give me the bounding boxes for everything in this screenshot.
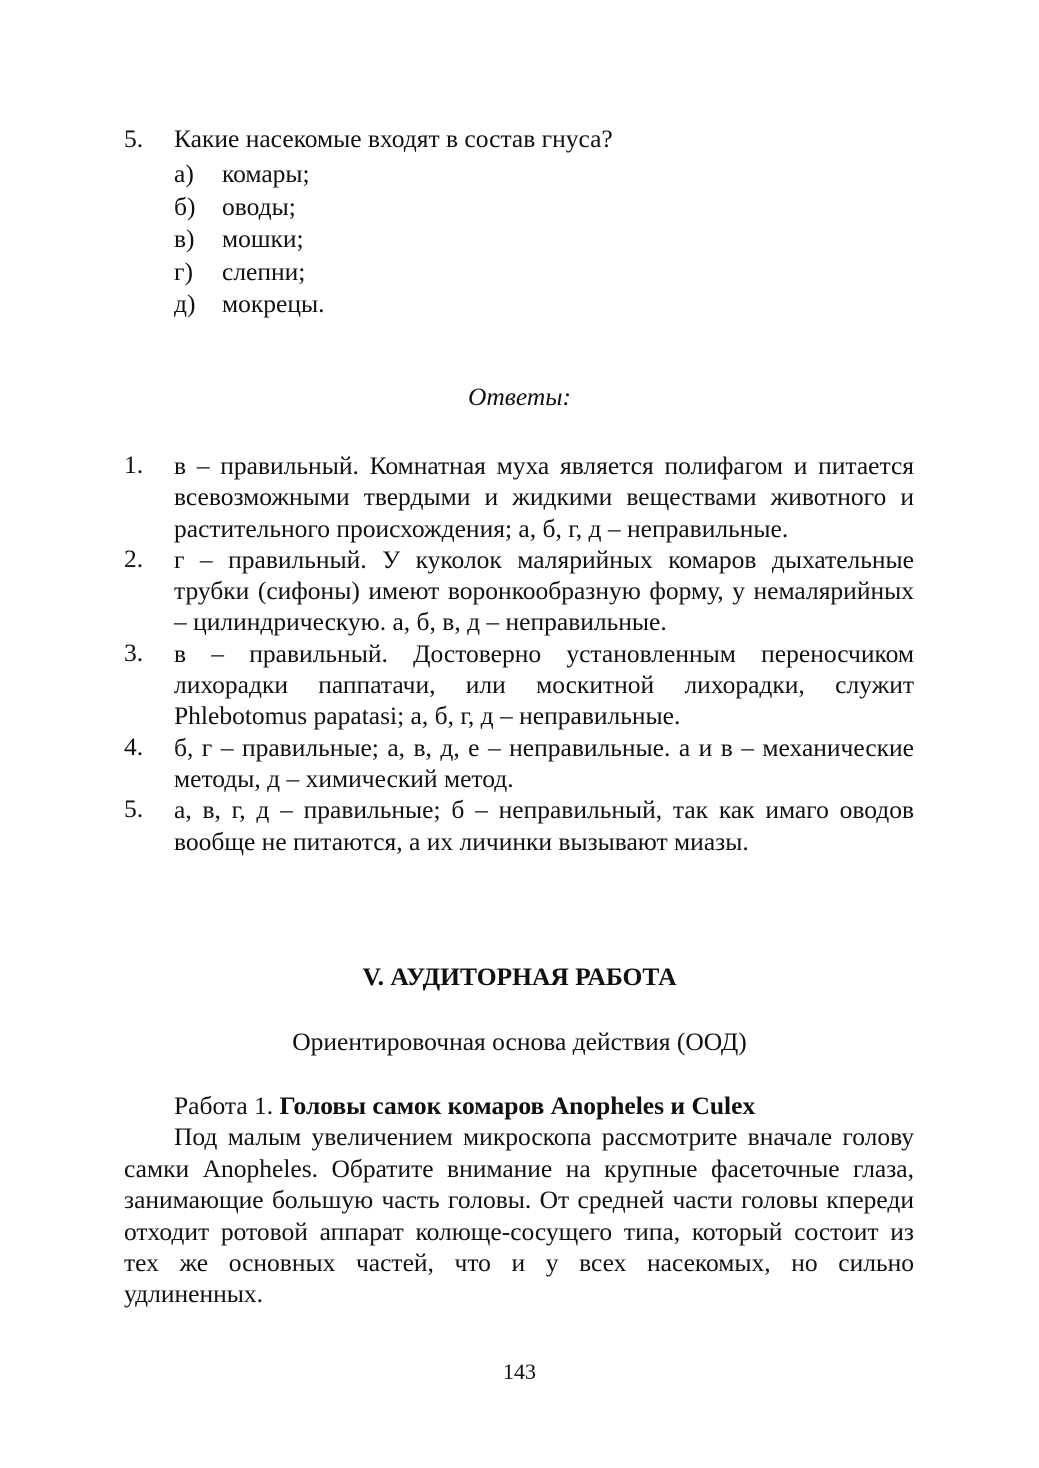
option-text: слепни; xyxy=(222,256,306,286)
option-letter: а) xyxy=(174,159,194,188)
answer-number: 1. xyxy=(124,450,144,479)
section-subtitle: Ориентировочная основа действия (ООД) xyxy=(292,1027,747,1056)
page-number: 143 xyxy=(503,1359,536,1384)
answer-item xyxy=(124,732,914,795)
answer-item xyxy=(124,450,914,544)
answer-item xyxy=(124,794,914,857)
answer-text: б, г – правильные; а, в, д, е – неправильные. а и в – механические методы, д – химический метод. xyxy=(174,732,914,793)
answer-number: 2. xyxy=(124,543,144,573)
answer-number: 5. xyxy=(124,794,144,824)
option-letter: в) xyxy=(174,224,195,253)
answer-text: г – правильный. У куколок малярийных комаров дыхательные трубки (сифоны) имеют воронкообразную форму, у немалярийных – цилиндрическую. а, б, в, д – неправильные. xyxy=(174,544,914,637)
question-number: 5. xyxy=(124,124,144,153)
work-paragraph: Под малым увеличением микроскопа рассмотрите вначале голову самки Anopheles. Обратите внимание на крупные фасеточные глаза, занимающие большую часть головы. От средней части головы кпереди отходит ротовой аппарат колюще-сосущего типа, который состоит из тех же основных частей, что и у всех насекомых, но сильно удлиненных. xyxy=(124,1122,914,1309)
option-letter: г) xyxy=(174,256,193,286)
work-heading xyxy=(124,1090,914,1121)
answers-list xyxy=(124,450,914,857)
question-text: Какие насекомые входят в состав гнуса? xyxy=(174,124,613,153)
answer-number: 4. xyxy=(124,731,144,761)
answer-item xyxy=(124,544,914,638)
answer-text: в – правильный. Комнатная муха является полифагом и питается всевозможными твердыми и жидкими веществами животного и растительного происхождения; а, б, г, д – неправильные. xyxy=(174,451,914,543)
answer-text: в – правильный. Достоверно установленным переносчиком лихорадки паппатачи, или москитной лихорадки, служит Phlebotomus papatasi; а, б, г, д – неправильные. xyxy=(174,638,914,731)
option-text: оводы; xyxy=(222,191,296,221)
work-label: Работа 1. xyxy=(174,1091,274,1120)
section-title: V. АУДИТОРНАЯ РАБОТА xyxy=(362,962,677,991)
option-letter: б) xyxy=(174,191,196,221)
answers-heading: Ответы: xyxy=(467,382,572,411)
work-title: Головы самок комаров Anopheles и Culex xyxy=(279,1091,756,1120)
option-letter: д) xyxy=(174,289,196,318)
answer-number: 3. xyxy=(124,637,144,667)
work-1 xyxy=(124,1090,914,1310)
answer-text: а, в, г, д – правильные; б – неправильный, так как имаго оводов вообще не питаются, а их личинки вызывают миазы. xyxy=(174,795,914,856)
answer-item xyxy=(124,638,914,732)
option-text: мошки; xyxy=(222,224,304,253)
option-text: комары; xyxy=(222,159,310,188)
option-text: мокрецы. xyxy=(222,289,325,318)
